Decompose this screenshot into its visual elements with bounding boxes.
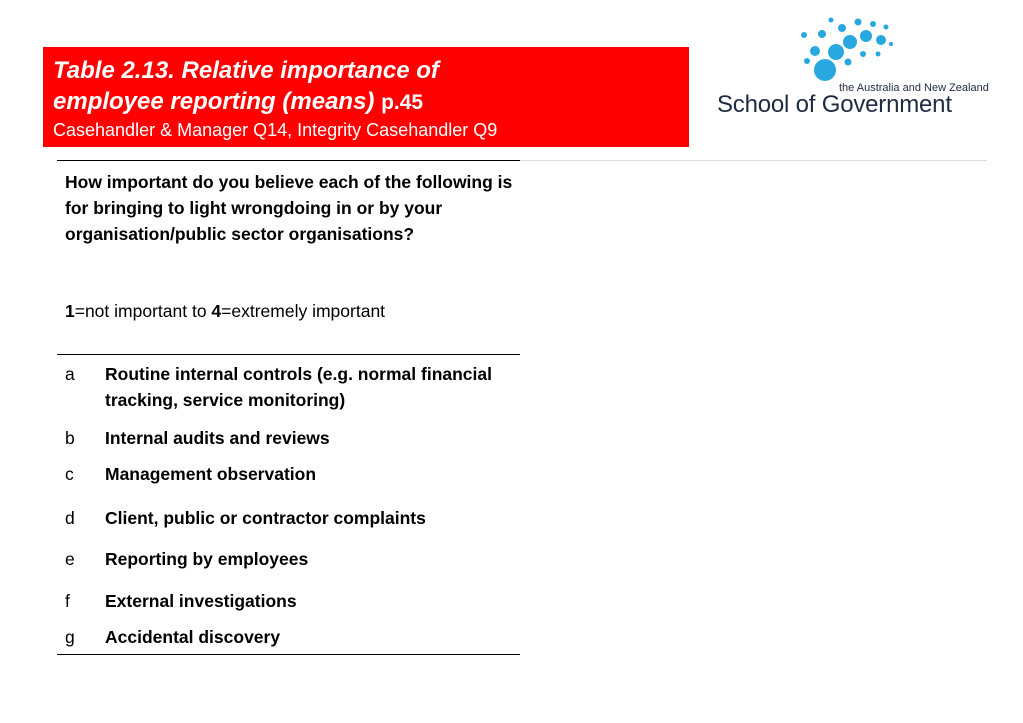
- item-text: Reporting by employees: [105, 549, 309, 569]
- item-text: Internal audits and reviews: [105, 428, 330, 448]
- item-letter: g: [65, 627, 75, 647]
- item-letter: e: [65, 549, 75, 569]
- item-text: Management observation: [105, 464, 317, 484]
- item-letter: b: [65, 428, 75, 448]
- question-text: How important do you believe each of the following is for bringing to light wrongdoing in or by your organisation/public sector organisations?: [65, 172, 513, 244]
- subtitle: Casehandler & Manager Q14, Integrity Casehandler Q9: [53, 120, 498, 140]
- header-divider: [520, 160, 987, 161]
- item-letter: a: [65, 364, 75, 384]
- item-text: Routine internal controls (e.g. normal financial tracking, service monitoring): [105, 364, 492, 410]
- title-banner: [43, 47, 689, 147]
- item-text: External investigations: [105, 591, 297, 611]
- scale-high-text: =extremely important: [221, 301, 386, 321]
- dots-logo-icon: [795, 14, 895, 86]
- item-letter: d: [65, 508, 75, 528]
- table-top-rule: [57, 160, 520, 161]
- title-line-2-text: employee reporting (means): [53, 88, 375, 115]
- scale-high-number: 4: [211, 301, 222, 321]
- scale-low-number: 1: [65, 301, 75, 321]
- title-line-2: [53, 86, 689, 118]
- logo-tagline: the Australia and New Zealand: [839, 82, 989, 94]
- item-letter: f: [65, 591, 70, 611]
- scale-legend: [65, 298, 385, 324]
- table-header-rule: [57, 354, 520, 355]
- item-text: Accidental discovery: [105, 627, 281, 647]
- table-bottom-rule: [57, 654, 520, 655]
- item-text: Client, public or contractor complaints: [105, 508, 426, 528]
- logo-name: School of Government: [717, 91, 952, 118]
- page-reference: p.45: [381, 91, 424, 114]
- title-line-1: Table 2.13. Relative importance of: [53, 57, 439, 84]
- item-letter: c: [65, 464, 74, 484]
- school-of-government-logo: [715, 14, 1015, 124]
- scale-low-text: =not important to: [74, 301, 212, 321]
